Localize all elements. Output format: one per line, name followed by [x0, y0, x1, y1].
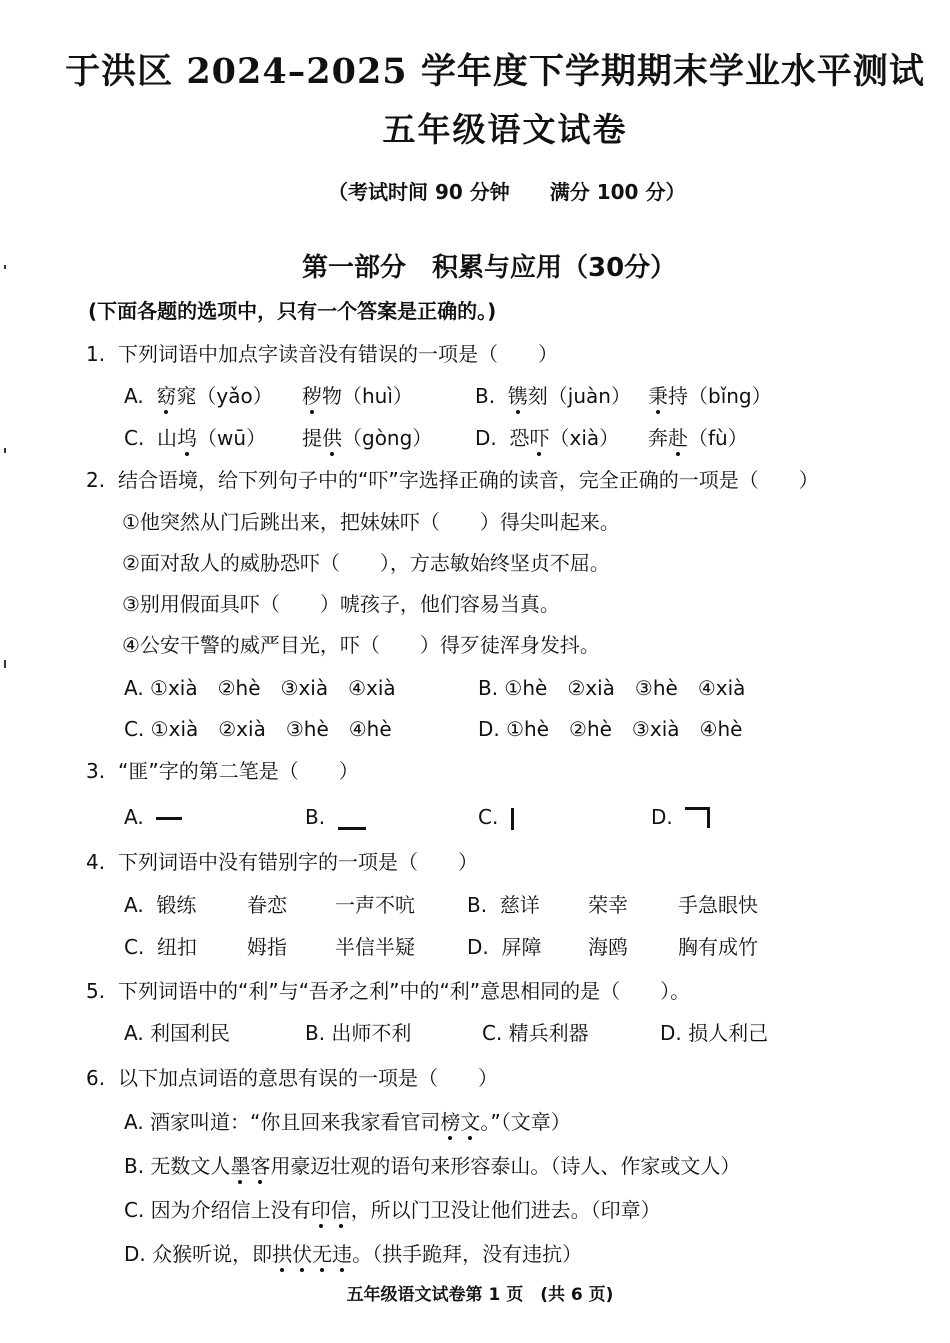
q3-option-d: D. [651, 805, 710, 829]
q1-option-c-word2: 提供（gòng） [302, 426, 433, 450]
q4-option-d-label: D. 屏障 [467, 935, 542, 959]
q4-option-a-label: A. 锻练 [124, 893, 197, 917]
page-footer: 五年级语文试卷第 1 页 (共 6 页) [346, 1285, 614, 1305]
q4-option-d-word2: 海鸥 [588, 935, 628, 959]
q4-option-c-word2: 姆指 [247, 935, 287, 959]
q1-option-b: B. 镌刻（juàn） [475, 384, 631, 408]
q5-option-a: A. 利国利民 [124, 1021, 231, 1045]
exam-info [328, 176, 685, 205]
q2-sentence-2: ②面对敌人的威胁恐吓（ ），方志敏始终坚贞不屈。 [122, 551, 610, 575]
question-2-stem: 2. 结合语境，给下列句子中的“吓”字选择正确的读音，完全正确的一项是（ ） [86, 468, 819, 492]
scan-edge-mark [4, 265, 6, 269]
q1-option-c: C. 山坞（wū） [124, 426, 267, 450]
q2-option-d: D. ①hè ②hè ③xià ④hè [478, 717, 743, 741]
q5-option-b: B. 出师不利 [305, 1021, 412, 1045]
q4-option-a-word2: 眷恋 [247, 893, 287, 917]
stroke-shu-icon [511, 808, 514, 830]
q2-sentence-1: ①他突然从门后跳出来，把妹妹吓（ ）得尖叫起来。 [122, 510, 620, 534]
question-3-stem: 3. “匪”字的第二笔是（ ） [86, 759, 359, 783]
exam-time: （考试时间 90 分钟 [328, 180, 510, 204]
exam-title: 于洪区 2024–2025 学年度下学期期末学业水平测试 [65, 51, 925, 92]
q2-sentence-3: ③别用假面具吓（ ）唬孩子，他们容易当真。 [122, 592, 560, 616]
q3-option-c: C. [478, 805, 514, 830]
question-1-stem: 1. 下列词语中加点字读音没有错误的一项是（ ） [86, 342, 558, 366]
q1-option-a: A. 窈窕（yǎo） [124, 384, 273, 408]
scan-edge-mark [4, 448, 6, 453]
q3-option-a: A. [124, 805, 182, 829]
q2-option-b: B. ①hè ②xià ③hè ④xià [478, 676, 746, 700]
q4-option-b-label: B. 慈详 [467, 893, 540, 917]
q4-option-d-word3: 胸有成竹 [678, 935, 758, 959]
q6-option-d: D. 众猴听说，即拱伏无违。（拱手跪拜，没有违抗） [124, 1242, 583, 1266]
stroke-heng-icon [156, 817, 182, 820]
q5-option-d: D. 损人利己 [660, 1021, 769, 1045]
q5-option-c: C. 精兵利器 [482, 1021, 589, 1045]
q1-option-a-word2: 秽物（huì） [302, 384, 413, 408]
q4-option-a-word3: 一声不吭 [335, 893, 415, 917]
q4-option-b-word3: 手急眼快 [678, 893, 758, 917]
question-5-stem: 5. 下列词语中的“利”与“吾矛之利”中的“利”意思相同的是（ ）。 [86, 979, 691, 1003]
exam-subtitle: 五年级语文试卷 [382, 110, 628, 149]
q1-option-d-word2: 奔赴（fù） [648, 426, 748, 450]
scan-edge-mark [4, 660, 6, 668]
section-instruction: (下面各题的选项中，只有一个答案是正确的。) [88, 299, 497, 323]
q6-option-a: A. 酒家叫道：“你且回来我家看官司榜文。”（文章） [124, 1110, 571, 1134]
q6-option-b: B. 无数文人墨客用豪迈壮观的语句来形容泰山。（诗人、作家或文人） [124, 1154, 741, 1178]
exam-score: 满分 100 分） [549, 180, 686, 204]
stroke-ti-icon [338, 827, 366, 830]
q1-option-d: D. 恐吓（xià） [475, 426, 620, 450]
section-title: 第一部分 积累与应用（30分） [302, 253, 677, 283]
q4-option-b-word2: 荣幸 [588, 893, 628, 917]
q3-option-b: B. [305, 805, 366, 830]
q4-option-c-word3: 半信半疑 [335, 935, 415, 959]
question-6-stem: 6. 以下加点词语的意思有误的一项是（ ） [86, 1066, 498, 1090]
stroke-hengzhe-icon [685, 807, 710, 828]
q2-sentence-4: ④公安干警的威严目光，吓（ ）得歹徒浑身发抖。 [122, 633, 600, 657]
question-4-stem: 4. 下列词语中没有错别字的一项是（ ） [86, 850, 478, 874]
q2-option-c: C. ①xià ②xià ③hè ④hè [124, 717, 392, 741]
q6-option-c: C. 因为介绍信上没有印信，所以门卫没让他们进去。（印章） [124, 1198, 661, 1222]
q1-option-b-word2: 秉持（bǐng） [648, 384, 772, 408]
q4-option-c-label: C. 纽扣 [124, 935, 198, 959]
q2-option-a: A. ①xià ②hè ③xià ④xià [124, 676, 396, 700]
